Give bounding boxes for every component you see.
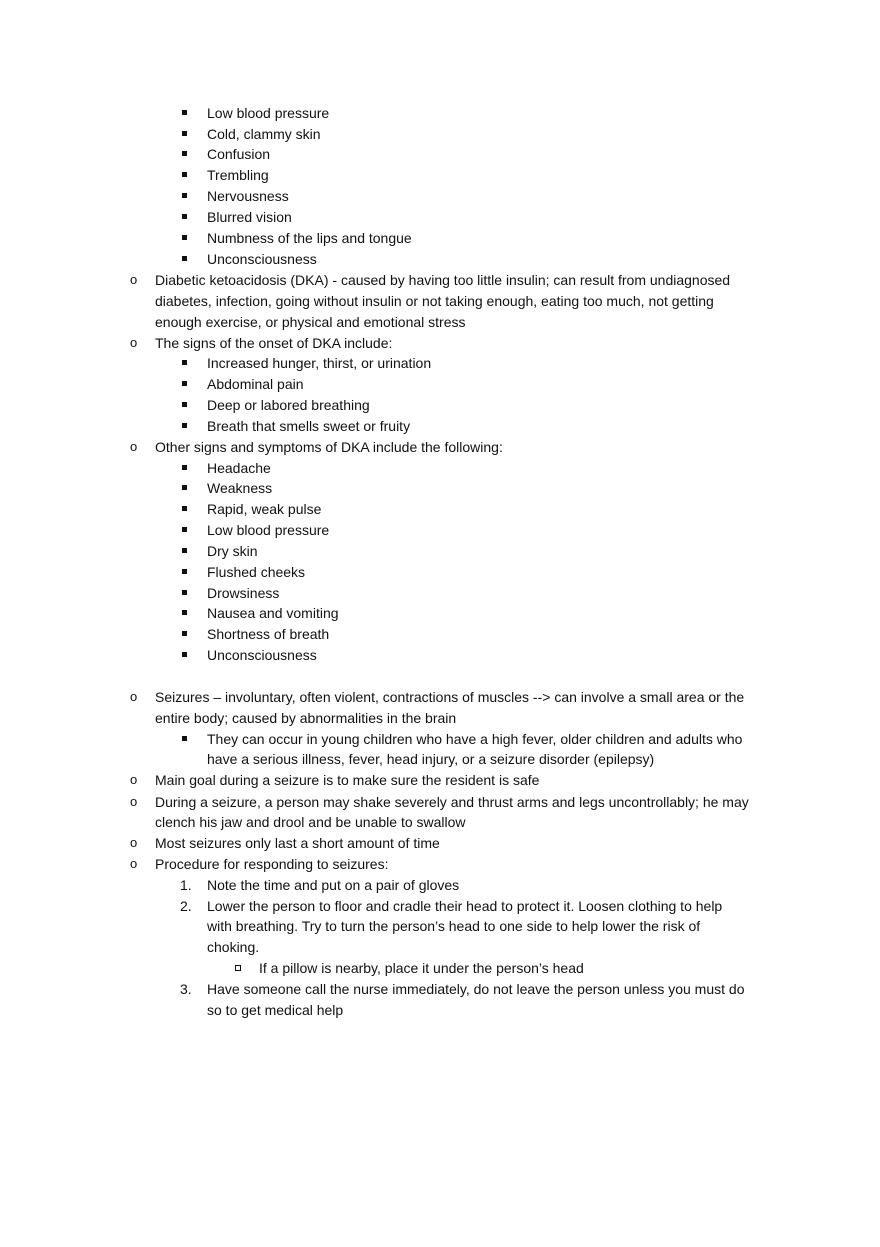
square-bullet-icon [182,610,187,615]
square-bullet-icon [182,151,187,156]
step-number: 1. [180,877,192,893]
step-number: 2. [180,898,192,914]
square-bullet-icon [182,110,187,115]
square-bullet-icon [182,652,187,657]
circle-bullet-icon: o [130,272,138,287]
square-bullet-icon [182,381,187,386]
square-bullet-icon [182,360,187,365]
square-bullet-icon [182,214,187,219]
square-bullet-icon [182,235,187,240]
circle-bullet-icon: o [130,335,138,350]
step-number: 3. [180,981,192,997]
square-bullet-icon [182,736,187,741]
square-bullet-icon [182,590,187,595]
paragraph-line: have a serious illness, fever, head injury, or a seizure disorder (epilepsy) [207,751,655,767]
paragraph-line: diabetes, infection, going without insulin or not taking enough, eating too much, not getting [155,293,714,309]
paragraph-line: with breathing. Try to turn the person’s head to one side to help lower the risk of [207,918,701,934]
paragraph-line: choking. [207,939,260,955]
square-bullet-icon [182,402,187,407]
paragraph-line: enough exercise, or physical and emotional stress [155,314,466,330]
square-bullet-icon [182,256,187,261]
circle-bullet-icon: o [130,772,138,787]
circle-bullet-icon: o [130,794,138,809]
square-bullet-icon [182,465,187,470]
square-bullet-icon [182,506,187,511]
circle-bullet-icon: o [130,689,138,704]
document-page: Low blood pressure Cold, clammy skin Confusion Trembling Nervousness Blurred vision Numbness of the lips and tongue Unconsciousness o Diabetic ketoacidosis (DKA) - caused by having too little insulin; can result from undiagnosed diabetes, infection, going without insulin or not taking enough, eating too much, not getting enough exercise, or physical and emotional stress o The signs of the onset of DKA include: Increased hunger, thirst, or urination Abdominal pain Deep or labored breathing Breath that smells sweet or fruity o Other signs and symptoms of DKA include the following: Headache Weakness Rapid, weak pulse Low blood pressure Dry skin Flushed cheeks Drowsiness Nausea and vomiting Shortness of breath Unconsciousness o Seizures – involuntary, often violent, contractions of muscles --> can involve a small area or the entire body; caused by abnormalities in the brain They can occur in young children who have a high fever, older children and adults who have a serious illness, fever, head injury, or a seizure disorder (epilepsy) o Main goal during a seizure is to make sure the resident is safe o During a seizure, a person may shake severely and thrust arms and legs uncontrollably; he may clench his jaw and drool and be unable to swallow o Most seizures only last a short amount of time o Procedure for responding to seizures: 1. Note the time and put on a pair of gloves 2. Lower the person to floor and cradle their head to protect it. Loosen clothing to help with breathing. Try to turn the person’s head to one side to help lower the risk of choking. If a pillow is nearby, place it under the person’s head 3. Have someone call the nurse immediately, do not leave the person unless you must do so to get medical help [0,0,880,1247]
circle-bullet-icon: o [130,835,138,850]
circle-bullet-icon: o [130,439,138,454]
square-bullet-icon [182,631,187,636]
square-bullet-icon [182,485,187,490]
square-bullet-icon [182,131,187,136]
square-bullet-icon [182,193,187,198]
square-bullet-icon [182,569,187,574]
square-bullet-icon [182,548,187,553]
circle-bullet-icon: o [130,856,138,871]
paragraph-line: clench his jaw and drool and be unable to swallow [155,814,466,830]
square-bullet-icon [182,527,187,532]
paragraph-line: entire body; caused by abnormalities in the brain [155,710,457,726]
hollow-square-bullet-icon [235,965,241,971]
square-bullet-icon [182,423,187,428]
square-bullet-icon [182,172,187,177]
paragraph-line: so to get medical help [207,1002,344,1018]
